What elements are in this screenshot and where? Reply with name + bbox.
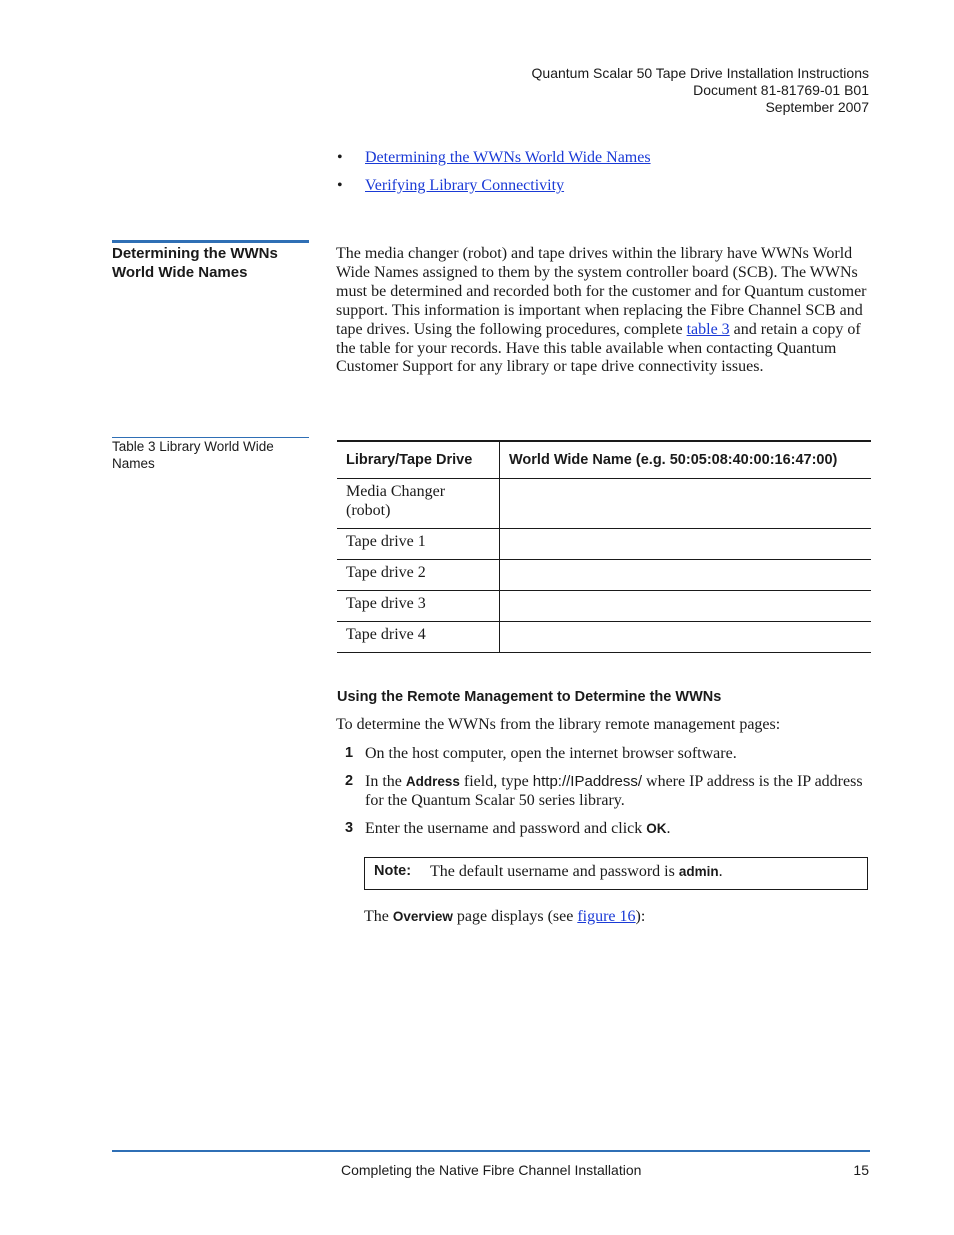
wwn-cell [500,560,872,591]
table-row [337,529,871,560]
note-label: Note: [374,863,412,879]
wwn-cell [500,479,872,529]
step-text: where IP address is the IP address for the Quantum Scalar 50 series library. [365,773,863,809]
link-verifying-connectivity[interactable]: Verifying Library Connectivity [365,177,565,194]
note-text [430,858,723,885]
wwn-table [337,440,871,653]
overview-sentence [364,908,645,926]
address-field-label: Address [405,774,460,789]
wwn-cell [500,591,872,622]
paragraph-text-after: and retain a copy of the table for your records. Have this table available when contacting Quantum Customer Support for any library or tape drive connectivity issues. [336,320,861,376]
note-period: . [718,863,723,880]
row-label: Tape drive 2 [337,560,500,591]
url-text: http://IPaddress/ [532,773,643,790]
step-text: field, type [459,773,533,790]
note-sentence: The default username and password is [430,863,679,880]
wwn-cell [500,529,872,560]
table-row [337,591,871,622]
step-number: 1 [345,745,354,761]
table-row [337,479,871,529]
column-header-library-drive: Library/Tape Drive [337,441,500,479]
step-text: On the host computer, open the internet browser software. [365,745,737,762]
row-label: Tape drive 1 [337,529,500,560]
procedure-intro: To determine the WWNs from the library remote management pages: [336,716,781,733]
header-date: September 2007 [765,99,869,115]
sentence-text: page displays (see [452,908,578,925]
procedure-steps [337,744,871,847]
section-paragraph [336,245,871,377]
row-label: Tape drive 3 [337,591,500,622]
step-2 [337,772,871,810]
table-row [337,560,871,591]
header-document-number: Document 81-81769-01 B01 [693,82,869,98]
section-heading: Determining the WWNs World Wide Names [112,245,278,281]
step-text: In the [365,773,406,790]
wwn-cell [500,622,872,653]
table-caption: Table 3 Library World Wide Names [112,439,274,471]
header-title: Quantum Scalar 50 Tape Drive Installation Instructions [531,65,869,81]
overview-page-label: Overview [392,909,453,924]
table-header-row [337,441,871,479]
step-1 [337,744,871,763]
list-item [337,148,651,168]
section-heading-rule [112,240,309,243]
default-credentials: admin [678,864,719,879]
step-3 [337,819,871,838]
row-label: Tape drive 4 [337,622,500,653]
sentence-text: The [364,908,393,925]
step-text: Enter the username and password and click [365,820,647,837]
list-item [337,176,651,196]
step-number: 3 [345,820,354,836]
footer-rule [112,1150,870,1152]
link-determining-wwns[interactable]: Determining the WWNs World Wide Names [365,149,651,166]
procedure-heading: Using the Remote Management to Determine the WWNs [337,689,722,705]
sentence-text: ): [635,908,646,925]
paragraph-text-before: The media changer (robot) and tape drives within the library have WWNs World Wide Names assigned to them by the system controller board (SCB). The WWNs must be determined and recorded both for the customer and for Quantum customer support. This information is important when replacing the Fibre Channel SCB and tape drives. Using the following procedures, complete [336,245,867,338]
running-header [532,65,869,116]
column-header-wwn: World Wide Name (e.g. 50:05:08:40:00:16:47:00) [500,441,872,479]
ok-button-label: OK [646,821,667,836]
row-label: Media Changer (robot) [337,479,500,529]
step-text: . [666,820,671,837]
page-number: 15 [853,1162,869,1178]
section-link-list [337,148,651,204]
step-number: 2 [345,773,354,789]
footer-chapter-title: Completing the Native Fibre Channel Installation [341,1162,642,1178]
link-figure-16[interactable]: figure 16 [577,908,636,925]
note-box [364,857,868,890]
table-row [337,622,871,653]
link-table-3[interactable]: table 3 [686,320,730,338]
bullet: • [337,177,343,194]
bullet: • [337,149,343,166]
